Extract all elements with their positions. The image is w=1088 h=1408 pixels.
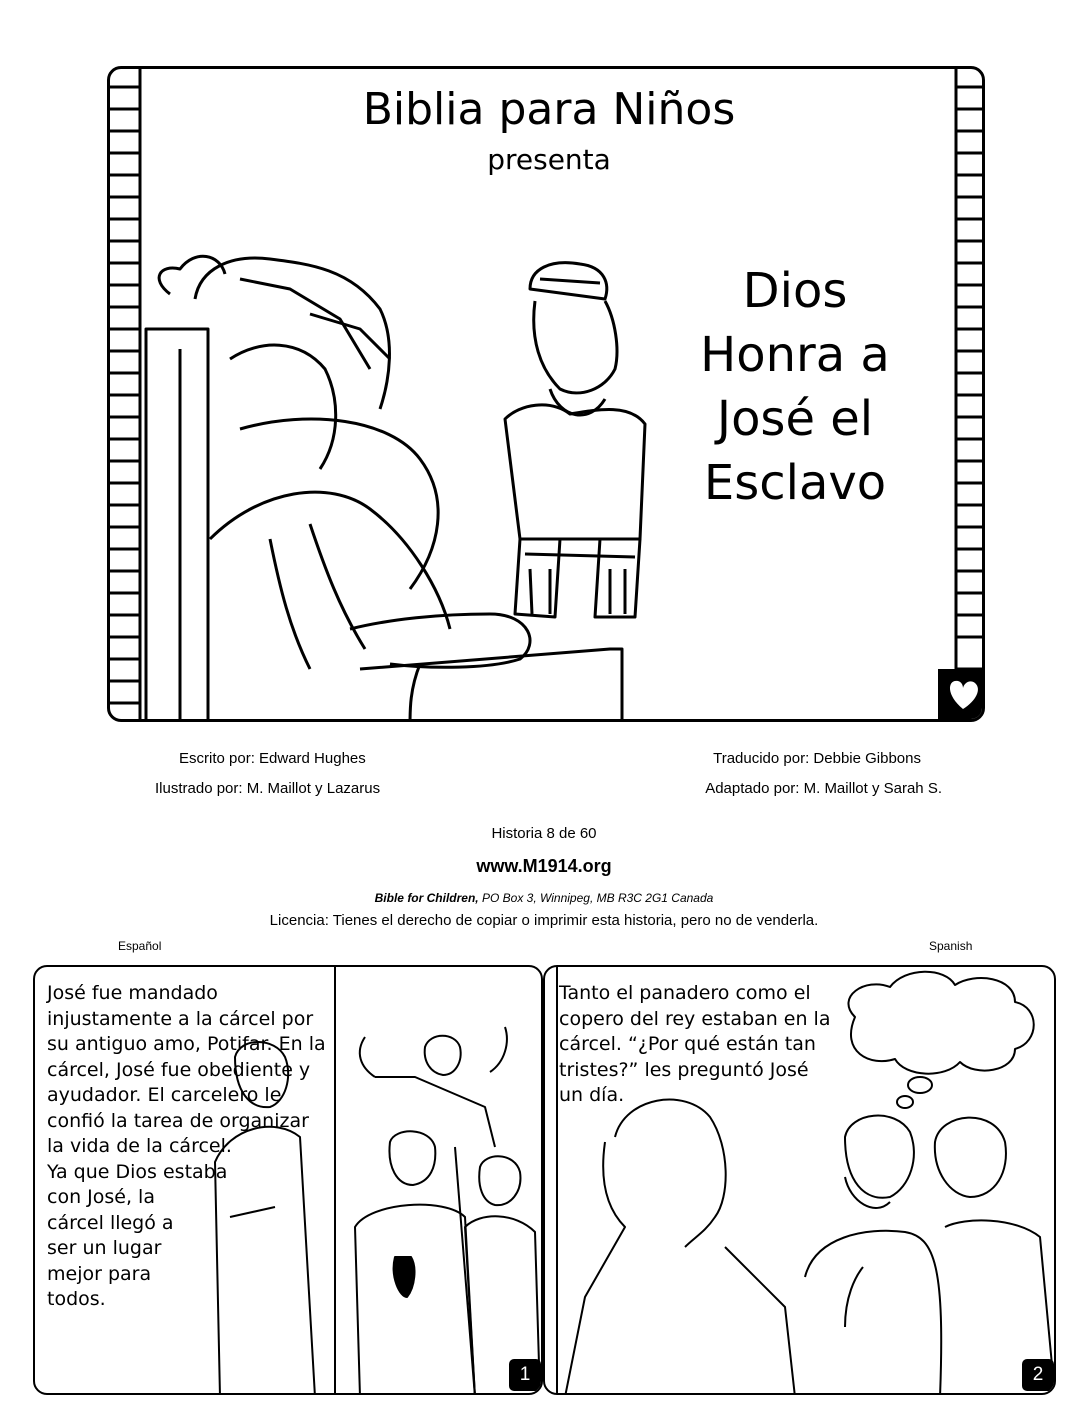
panel-1-text <box>47 981 326 1313</box>
text-line: ayudador. El carcelero le <box>47 1084 282 1106</box>
mailing-address <box>0 891 1088 905</box>
language-label-english: Spanish <box>929 939 973 953</box>
text-line: un día. <box>559 1084 625 1106</box>
story-title-line: Dios <box>742 263 848 319</box>
text-line: cárcel. “¿Por qué están tan <box>559 1033 816 1055</box>
text-line: todos. <box>47 1288 106 1310</box>
translated-by: Traducido por: Debbie Gibbons <box>713 750 921 767</box>
text-line: cárcel, José fue obediente y <box>47 1058 311 1081</box>
story-number: Historia 8 de 60 <box>491 825 597 842</box>
story-panel-1 <box>33 965 543 1395</box>
adapted-by: Adaptado por: M. Maillot y Sarah S. <box>705 780 942 797</box>
text-line: ser un lugar <box>47 1237 162 1259</box>
series-title: Biblia para Niños <box>362 84 736 135</box>
pharaoh-figure <box>146 256 622 722</box>
presents-label: presenta <box>487 143 611 176</box>
language-label-spanish: Español <box>118 939 162 953</box>
text-line: José fue mandado <box>47 982 218 1004</box>
page-number-badge: 1 <box>509 1359 541 1391</box>
license-text: Licencia: Tienes el derecho de copiar o imprimir esta historia, pero no de venderla. <box>269 912 819 929</box>
illustrated-by: Ilustrado por: M. Maillot y Lazarus <box>155 780 381 797</box>
text-line: su antiguo amo, Potifar. En la <box>47 1033 326 1055</box>
text-line: tristes?” les preguntó José <box>559 1058 809 1081</box>
story-title-line: Esclavo <box>703 455 887 511</box>
text-line: confió la tarea de organizar <box>47 1109 309 1132</box>
text-line: con José, la <box>47 1186 155 1208</box>
text-line: Ya que Dios estaba <box>47 1160 228 1183</box>
address-detail: PO Box 3, Winnipeg, MB R3C 2G1 Canada <box>478 891 714 905</box>
text-line: copero del rey estaban en la <box>559 1007 831 1030</box>
text-line: Tanto el panadero como el <box>559 982 811 1004</box>
story-panel-2 <box>543 965 1056 1395</box>
joseph-figure <box>505 263 645 617</box>
text-line: injustamente a la cárcel por <box>47 1007 314 1030</box>
story-title <box>670 259 920 515</box>
page-number-badge: 2 <box>1022 1359 1054 1391</box>
written-by: Escrito por: Edward Hughes <box>179 750 366 767</box>
website-link[interactable]: www.M1914.org <box>476 856 612 876</box>
text-line: cárcel llegó a <box>47 1211 174 1234</box>
heart-logo-icon <box>938 669 985 722</box>
thought-bubble-icon <box>848 972 1033 1074</box>
story-title-line: Honra a <box>700 327 890 383</box>
text-line: la vida de la cárcel. <box>47 1135 232 1157</box>
story-title-line: José el <box>716 391 874 447</box>
panel-2-text <box>559 981 830 1109</box>
org-name: Bible for Children, <box>374 891 479 905</box>
cover-panel <box>107 66 985 722</box>
text-line: mejor para <box>47 1262 152 1285</box>
